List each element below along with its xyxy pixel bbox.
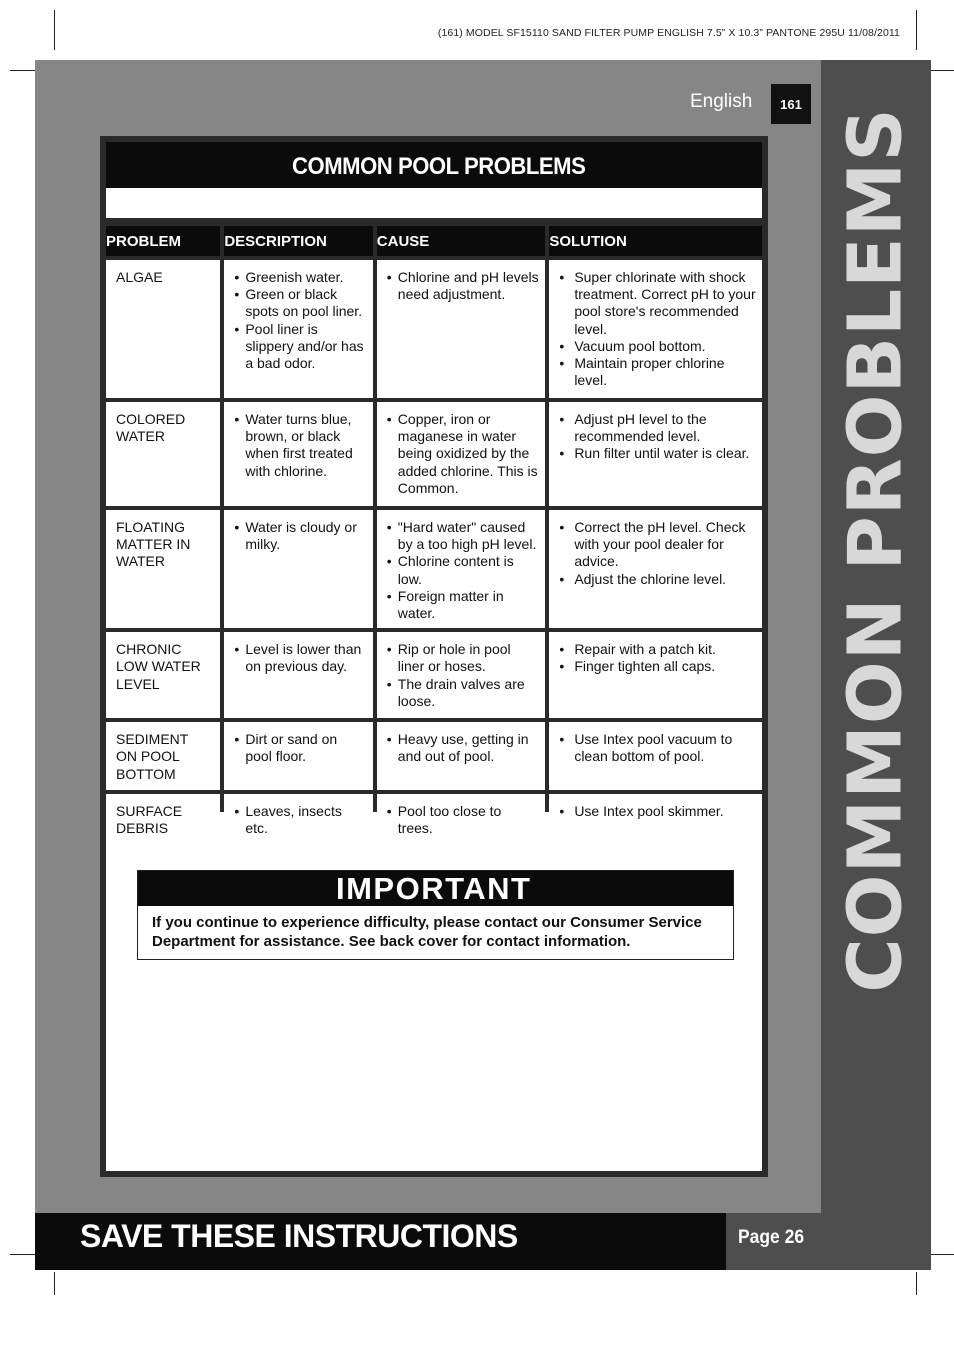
side-title: COMMON PROBLEMS [833, 107, 920, 993]
description-list [234, 731, 366, 765]
cause-list [387, 411, 540, 497]
footer-page-box [726, 1213, 821, 1270]
important-title: IMPORTANT [336, 871, 532, 906]
table-row [106, 260, 762, 398]
description-item: • Dirt or sand on pool floor. [234, 731, 366, 765]
problem-cell [106, 794, 220, 849]
description-item: • Water is cloudy or milky. [234, 519, 366, 553]
solution-item: • Adjust pH level to the recommended level. [559, 411, 756, 445]
important-notice [137, 870, 734, 960]
section-title-bar [106, 142, 762, 188]
problem-line: CHRONIC [116, 641, 182, 658]
solution-list [559, 803, 756, 820]
description-item: • Green or black spots on pool liner. [234, 286, 366, 320]
problem-cell [106, 402, 220, 506]
problem-line: LEVEL [116, 675, 160, 692]
cause-item: • Chlorine and pH levels need adjustment. [387, 269, 540, 303]
cause-item: • Rip or hole in pool liner or hoses. [387, 641, 540, 675]
description-list [234, 519, 366, 553]
cause-list [387, 641, 540, 710]
language-label: English [690, 91, 753, 112]
solution-list [559, 731, 756, 765]
cause-item: • Foreign matter in water. [387, 588, 540, 622]
problem-line: LOW WATER [116, 658, 201, 675]
cause-item: • Heavy use, getting in and out of pool. [387, 731, 540, 765]
description-item: • Pool liner is slippery and/or has a bad odor. [234, 321, 366, 373]
table-row [106, 402, 762, 506]
solution-item: • Use Intex pool skimmer. [559, 803, 756, 820]
print-info: (161) MODEL SF15110 SAND FILTER PUMP ENGLISH 7.5” X 10.3” PANTONE 295U 11/08/2011 [437, 27, 900, 39]
description-item: • Leaves, insects etc. [234, 803, 366, 837]
problem-line: ALGAE [116, 269, 163, 285]
cause-list [387, 731, 540, 765]
description-cell [224, 632, 372, 718]
description-cell [224, 402, 372, 506]
cause-item: • Chlorine content is low. [387, 553, 540, 587]
header-description: DESCRIPTION [224, 226, 372, 256]
cause-cell [377, 402, 546, 506]
solution-list [559, 641, 756, 675]
problem-line: COLORED [116, 411, 186, 427]
solution-item: • Finger tighten all caps. [559, 658, 756, 675]
solution-cell [549, 632, 762, 718]
cause-cell [377, 794, 546, 849]
save-instructions-text: SAVE THESE INSTRUCTIONS [80, 1218, 518, 1254]
solution-item: • Repair with a patch kit. [559, 641, 756, 658]
solution-list [559, 411, 756, 463]
table-row [106, 722, 762, 790]
crop-mark [916, 1272, 917, 1295]
page-label: Page 26 [738, 1227, 805, 1248]
table-row [106, 632, 762, 718]
problem-line: MATTER IN [116, 536, 191, 553]
solution-cell [549, 260, 762, 398]
description-list [234, 411, 366, 480]
description-list [234, 803, 366, 837]
solution-item: • Vacuum pool bottom. [559, 338, 756, 355]
problem-line: WATER [116, 428, 165, 445]
solution-item: • Use Intex pool vacuum to clean bottom of pool. [559, 731, 756, 765]
cause-item: • "Hard water" caused by a too high pH level. [387, 519, 540, 553]
problem-line: WATER [116, 553, 165, 570]
important-text: If you continue to experience difficulty, please contact our Consumer Service Department for assistance. See back cover for contact information. [152, 914, 702, 950]
description-cell [224, 794, 372, 849]
solution-item: • Super chlorinate with shock treatment. Correct pH to your pool store's recommended level. [559, 269, 756, 338]
page-badge: 161 [771, 84, 811, 124]
header-cause: CAUSE [377, 226, 546, 256]
table-row [106, 794, 762, 849]
important-title-bar [138, 871, 733, 906]
cause-cell [377, 510, 546, 628]
problem-line: SURFACE [116, 803, 183, 820]
description-item: • Water turns blue, brown, or black when first treated with chlorine. [234, 411, 366, 480]
solution-cell [549, 794, 762, 849]
description-list [234, 641, 366, 675]
problem-line: FLOATING [116, 519, 185, 535]
solution-item: • Correct the pH level. Check with your pool dealer for advice. [559, 519, 756, 571]
content-panel [100, 136, 768, 1177]
description-cell [224, 260, 372, 398]
problem-cell [106, 260, 220, 398]
crop-mark [916, 10, 917, 50]
description-cell [224, 722, 372, 790]
cause-item: • The drain valves are loose. [387, 676, 540, 710]
side-strip [821, 60, 931, 1270]
solution-item: • Maintain proper chlorine level. [559, 355, 756, 389]
description-item: • Greenish water. [234, 269, 366, 286]
problem-line: DEBRIS [116, 820, 169, 837]
solution-item: • Run filter until water is clear. [559, 445, 756, 462]
solution-list [559, 269, 756, 389]
cause-list [387, 269, 540, 303]
cause-list [387, 519, 540, 622]
problem-cell [106, 722, 220, 790]
cause-cell [377, 632, 546, 718]
header-solution: SOLUTION [549, 226, 762, 256]
solution-item: • Adjust the chlorine level. [559, 571, 756, 588]
solution-cell [549, 510, 762, 628]
solution-cell [549, 402, 762, 506]
description-list [234, 269, 366, 372]
description-cell [224, 510, 372, 628]
solution-list [559, 519, 756, 588]
cause-item: • Pool too close to trees. [387, 803, 540, 837]
cause-item: • Copper, iron or maganese in water being oxidized by the added chlorine. This is Common. [387, 411, 540, 497]
header-problem: PROBLEM [106, 226, 220, 256]
problems-table [102, 222, 766, 853]
problem-line: ON POOL [116, 748, 180, 765]
table-header-row [106, 226, 762, 256]
description-item: • Level is lower than on previous day. [234, 641, 366, 675]
problem-line: SEDIMENT [116, 731, 189, 748]
cause-list [387, 803, 540, 837]
crop-mark [54, 10, 55, 50]
crop-mark [54, 1272, 55, 1295]
section-title: COMMON POOL PROBLEMS [292, 153, 586, 180]
problem-line: BOTTOM [116, 765, 176, 782]
table-row [106, 510, 762, 628]
problem-cell [106, 632, 220, 718]
problem-cell [106, 510, 220, 628]
footer-bar [35, 1213, 726, 1270]
cause-cell [377, 260, 546, 398]
solution-cell [549, 722, 762, 790]
cause-cell [377, 722, 546, 790]
